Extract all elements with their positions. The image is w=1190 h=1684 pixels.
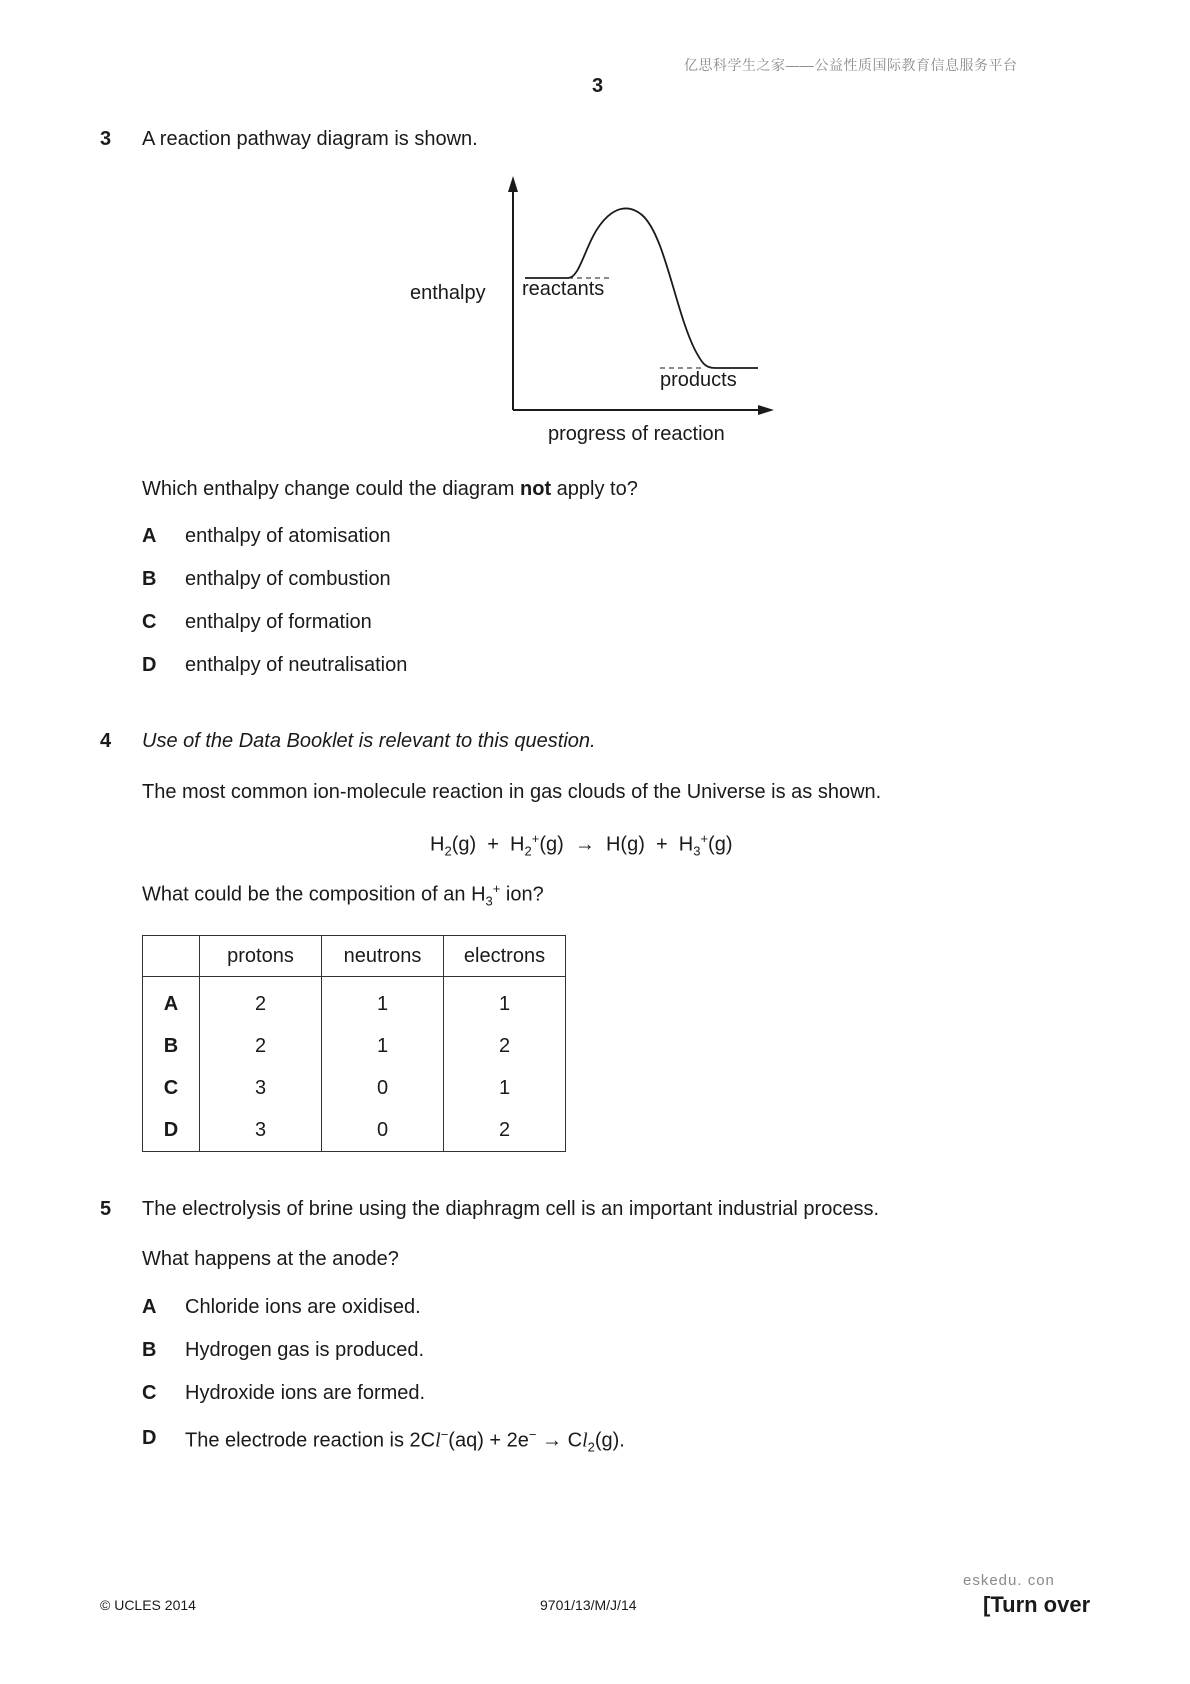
option-part: The electrode reaction is 2C xyxy=(185,1429,436,1452)
question-4-stem xyxy=(142,881,544,909)
q5-option-d-text xyxy=(185,1427,625,1455)
eq-subscript: 2 xyxy=(444,843,452,859)
q3-option-c-letter: C xyxy=(142,611,157,633)
watermark-text: 亿思科学生之家——公益性质国际教育信息服务平台 xyxy=(684,57,1018,73)
stem-part: apply to? xyxy=(551,478,638,500)
table-cell: 2 xyxy=(200,977,322,1026)
table-cell: 0 xyxy=(322,1109,444,1152)
reaction-equation xyxy=(430,831,733,859)
eq-superscript: + xyxy=(531,831,540,846)
option-superscript: − xyxy=(528,1427,537,1442)
q3-option-b-letter: B xyxy=(142,568,157,590)
table-row xyxy=(143,1067,566,1109)
table-row xyxy=(143,977,566,1026)
reactants-label: reactants xyxy=(522,278,605,300)
stem-part: ion? xyxy=(500,883,544,906)
option-italic-l: l xyxy=(582,1429,588,1452)
q5-option-c-letter: C xyxy=(142,1382,157,1404)
table-cell: 3 xyxy=(200,1067,322,1109)
stem-emphasis: not xyxy=(520,478,552,500)
y-axis-label: enthalpy xyxy=(410,282,486,304)
table-header-protons: protons xyxy=(200,936,322,977)
eq-part: H xyxy=(430,833,445,856)
reaction-pathway-diagram xyxy=(380,170,800,460)
question-3-stem xyxy=(142,478,638,501)
table-row xyxy=(143,1025,566,1067)
eq-subscript: 2 xyxy=(524,843,532,859)
row-letter: A xyxy=(143,977,200,1026)
page-number: 3 xyxy=(592,75,604,97)
q5-option-a-letter: A xyxy=(142,1296,157,1318)
eq-part: (g) xyxy=(708,833,733,856)
eq-subscript: 3 xyxy=(693,843,701,859)
stem-subscript: 3 xyxy=(485,893,493,909)
option-part: → C xyxy=(536,1429,583,1452)
table-cell: 1 xyxy=(322,977,444,1026)
q5-option-a-text: Chloride ions are oxidised. xyxy=(185,1296,421,1318)
q3-option-b-text: enthalpy of combustion xyxy=(185,568,391,590)
paper-code: 9701/13/M/J/14 xyxy=(540,1597,637,1613)
table-header-row xyxy=(143,936,566,977)
q3-option-d-letter: D xyxy=(142,654,157,676)
stem-superscript: + xyxy=(492,881,501,896)
q5-option-b-text: Hydrogen gas is produced. xyxy=(185,1339,425,1361)
turn-over-text: [Turn over xyxy=(983,1592,1091,1617)
stem-part: What could be the composition of an H xyxy=(142,883,486,906)
row-letter: B xyxy=(143,1025,200,1067)
composition-table xyxy=(142,935,566,1152)
table-cell: 1 xyxy=(322,1025,444,1067)
table-cell: 2 xyxy=(444,1109,566,1152)
table-cell: 0 xyxy=(322,1067,444,1109)
table-header-electrons: electrons xyxy=(444,936,566,977)
x-axis-label: progress of reaction xyxy=(548,423,725,445)
row-letter: C xyxy=(143,1067,200,1109)
q5-option-c-text: Hydroxide ions are formed. xyxy=(185,1382,426,1404)
table-cell: 2 xyxy=(444,1025,566,1067)
q3-option-d-text: enthalpy of neutralisation xyxy=(185,654,408,676)
option-part: (g). xyxy=(594,1429,625,1452)
question-4-note: Use of the Data Booklet is relevant to this question. xyxy=(142,730,596,752)
x-axis-arrow-icon xyxy=(758,405,774,415)
q5-option-b-letter: B xyxy=(142,1339,157,1361)
table-cell: 3 xyxy=(200,1109,322,1152)
table-cell: 1 xyxy=(444,977,566,1026)
option-subscript: 2 xyxy=(587,1439,595,1455)
table-header-neutrons: neutrons xyxy=(322,936,444,977)
products-label: products xyxy=(660,369,737,391)
eq-part: (g) + H xyxy=(451,833,525,856)
question-4-number: 4 xyxy=(100,730,112,752)
question-5-intro: The electrolysis of brine using the diaphragm cell is an important industrial process. xyxy=(142,1198,880,1220)
stem-part: Which enthalpy change could the diagram xyxy=(142,478,521,500)
question-5-number: 5 xyxy=(100,1198,112,1220)
q5-option-d-letter: D xyxy=(142,1427,157,1449)
option-italic-l: l xyxy=(435,1429,441,1452)
option-part: (aq) + 2e xyxy=(448,1429,529,1452)
q3-option-a-text: enthalpy of atomisation xyxy=(185,525,391,547)
row-letter: D xyxy=(143,1109,200,1152)
q3-option-a-letter: A xyxy=(142,525,157,547)
y-axis-arrow-icon xyxy=(508,176,518,192)
site-watermark: eskedu. con xyxy=(963,1572,1055,1589)
question-4-intro: The most common ion-molecule reaction in gas clouds of the Universe is as shown. xyxy=(142,781,882,803)
copyright-text: © UCLES 2014 xyxy=(100,1597,196,1613)
eq-part: (g) → H(g) + H xyxy=(539,833,694,856)
option-superscript: − xyxy=(440,1427,449,1442)
table-header-blank xyxy=(143,936,200,977)
question-5-stem: What happens at the anode? xyxy=(142,1248,399,1270)
eq-superscript: + xyxy=(700,831,709,846)
q3-option-c-text: enthalpy of formation xyxy=(185,611,372,633)
table-cell: 1 xyxy=(444,1067,566,1109)
question-3-intro: A reaction pathway diagram is shown. xyxy=(142,128,478,150)
table-row xyxy=(143,1109,566,1152)
table-cell: 2 xyxy=(200,1025,322,1067)
question-3-number: 3 xyxy=(100,128,112,150)
